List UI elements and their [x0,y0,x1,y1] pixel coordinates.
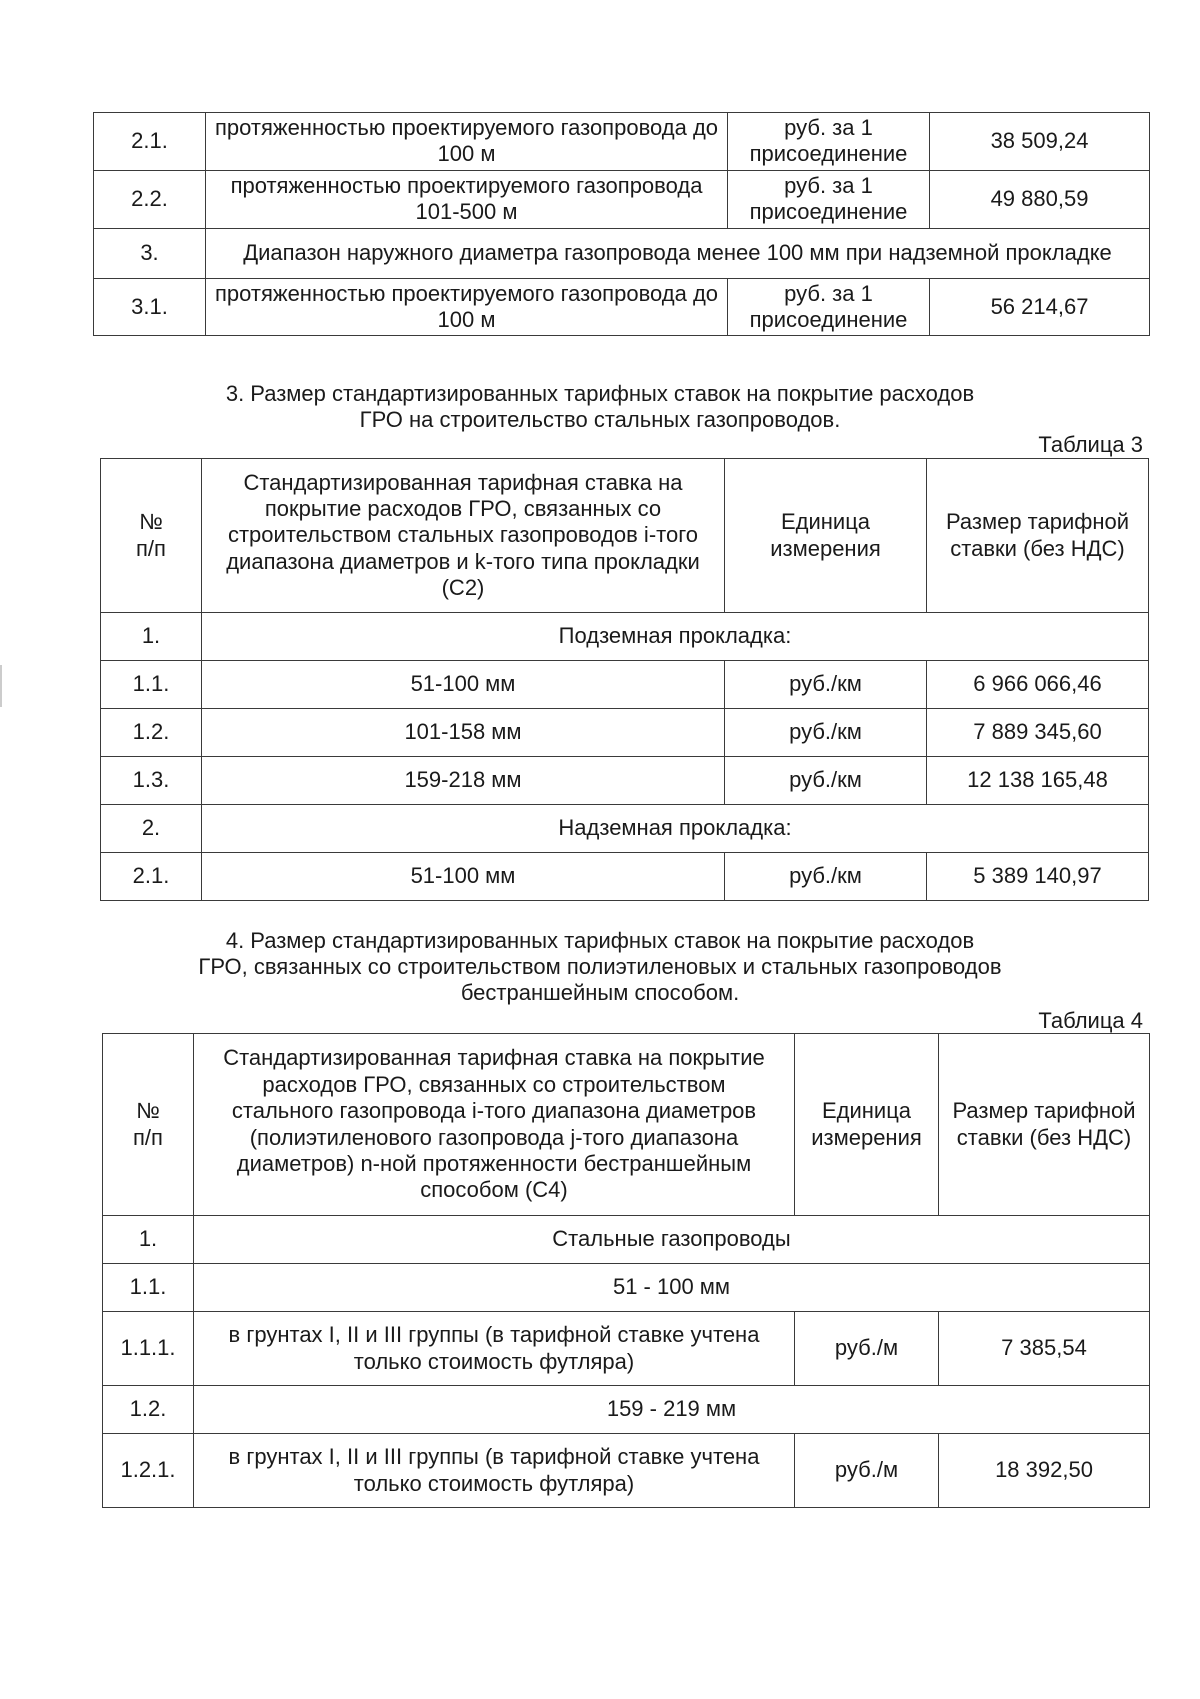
table-3-label: Таблица 3 [1038,432,1143,457]
row-description: 51-100 мм [202,661,725,709]
row-section-title: 159 - 219 мм [194,1386,1150,1434]
row-number: 1. [103,1216,194,1264]
row-unit: руб. за 1 присоединение [728,278,930,336]
row-section-title: Надземная прокладка: [202,805,1149,853]
header-value: Размер тарифной ставки (без НДС) [939,1034,1150,1216]
row-value: 12 138 165,48 [927,757,1149,805]
row-number: 3. [94,228,206,278]
heading-line: 3. Размер стандартизированных тарифных ставок на покрытие расходов [225,381,975,406]
header-description: Стандартизированная тарифная ставка на покрытие расходов ГРО, связанных со строительством стальных газопроводов i-того диапазона диаметров и k-того типа прокладки (С2) [202,459,725,613]
table-row [101,757,1149,805]
row-unit: руб./км [725,661,927,709]
row-value: 5 389 140,97 [927,853,1149,901]
header-value: Размер тарифной ставки (без НДС) [927,459,1149,613]
row-unit: руб./м [795,1434,939,1508]
row-unit: руб./км [725,853,927,901]
row-value: 56 214,67 [930,278,1150,336]
row-section-title: 51 - 100 мм [194,1264,1150,1312]
table-row [94,170,1150,228]
scan-edge-mark [0,665,2,707]
table-row [101,661,1149,709]
section-3-heading [150,381,1050,433]
heading-line: ГРО, связанных со строительством полиэтиленовых и стальных газопроводов [198,954,1002,979]
row-value: 38 509,24 [930,113,1150,171]
row-section-title: Диапазон наружного диаметра газопровода менее 100 мм при надземной прокладке [206,228,1150,278]
row-number: 1.2. [101,709,202,757]
row-number: 1.2. [103,1386,194,1434]
row-number: 2. [101,805,202,853]
table-row [103,1434,1150,1508]
row-number: 2.1. [101,853,202,901]
table-4 [102,1033,1150,1508]
row-section-title: Подземная прокладка: [202,613,1149,661]
row-description: протяженностью проектируемого газопровода 101-500 м [206,170,728,228]
table-row [101,805,1149,853]
header-description: Стандартизированная тарифная ставка на покрытие расходов ГРО, связанных со строительством стального газопровода i-того диапазона диаметров (полиэтиленового газопровода j-того диапазона диаметров) n-ной протяженности бестраншейным способом (С4) [194,1034,795,1216]
table-row [103,1264,1150,1312]
table-row [94,228,1150,278]
table-row [94,278,1150,336]
table-row [103,1312,1150,1386]
table-header-row [103,1034,1150,1216]
row-number: 1.2.1. [103,1434,194,1508]
row-unit: руб. за 1 присоединение [728,113,930,171]
row-value: 49 880,59 [930,170,1150,228]
table-row [101,709,1149,757]
row-section-title: Стальные газопроводы [194,1216,1150,1264]
table-row [101,853,1149,901]
row-number: 1.1.1. [103,1312,194,1386]
table-row [103,1216,1150,1264]
row-description: 159-218 мм [202,757,725,805]
table-row [101,613,1149,661]
row-number: 1.1. [101,661,202,709]
header-number: № п/п [101,459,202,613]
row-value: 7 385,54 [939,1312,1150,1386]
heading-line: бестраншейным способом. [460,980,740,1005]
row-number: 2.2. [94,170,206,228]
row-description: протяженностью проектируемого газопровода до 100 м [206,278,728,336]
row-number: 3.1. [94,278,206,336]
row-number: 1. [101,613,202,661]
heading-line: ГРО на строительство стальных газопроводов. [359,407,841,432]
row-number: 1.1. [103,1264,194,1312]
table-header-row [101,459,1149,613]
row-unit: руб./км [725,757,927,805]
header-number: № п/п [103,1034,194,1216]
table-3 [100,458,1149,901]
row-description: 101-158 мм [202,709,725,757]
row-description: в грунтах I, II и III группы (в тарифной ставке учтена только стоимость футляра) [194,1434,795,1508]
header-unit: Единица измерения [795,1034,939,1216]
row-value: 6 966 066,46 [927,661,1149,709]
row-unit: руб./км [725,709,927,757]
row-description: 51-100 мм [202,853,725,901]
table-row [103,1386,1150,1434]
row-value: 7 889 345,60 [927,709,1149,757]
row-description: протяженностью проектируемого газопровода до 100 м [206,113,728,171]
row-number: 2.1. [94,113,206,171]
row-unit: руб. за 1 присоединение [728,170,930,228]
heading-line: 4. Размер стандартизированных тарифных ставок на покрытие расходов [225,928,975,953]
table-row [94,113,1150,171]
row-unit: руб./м [795,1312,939,1386]
section-4-heading [150,928,1050,1006]
row-description: в грунтах I, II и III группы (в тарифной ставке учтена только стоимость футляра) [194,1312,795,1386]
header-unit: Единица измерения [725,459,927,613]
row-value: 18 392,50 [939,1434,1150,1508]
table-4-label: Таблица 4 [1038,1008,1143,1033]
continued-table [93,112,1150,336]
row-number: 1.3. [101,757,202,805]
